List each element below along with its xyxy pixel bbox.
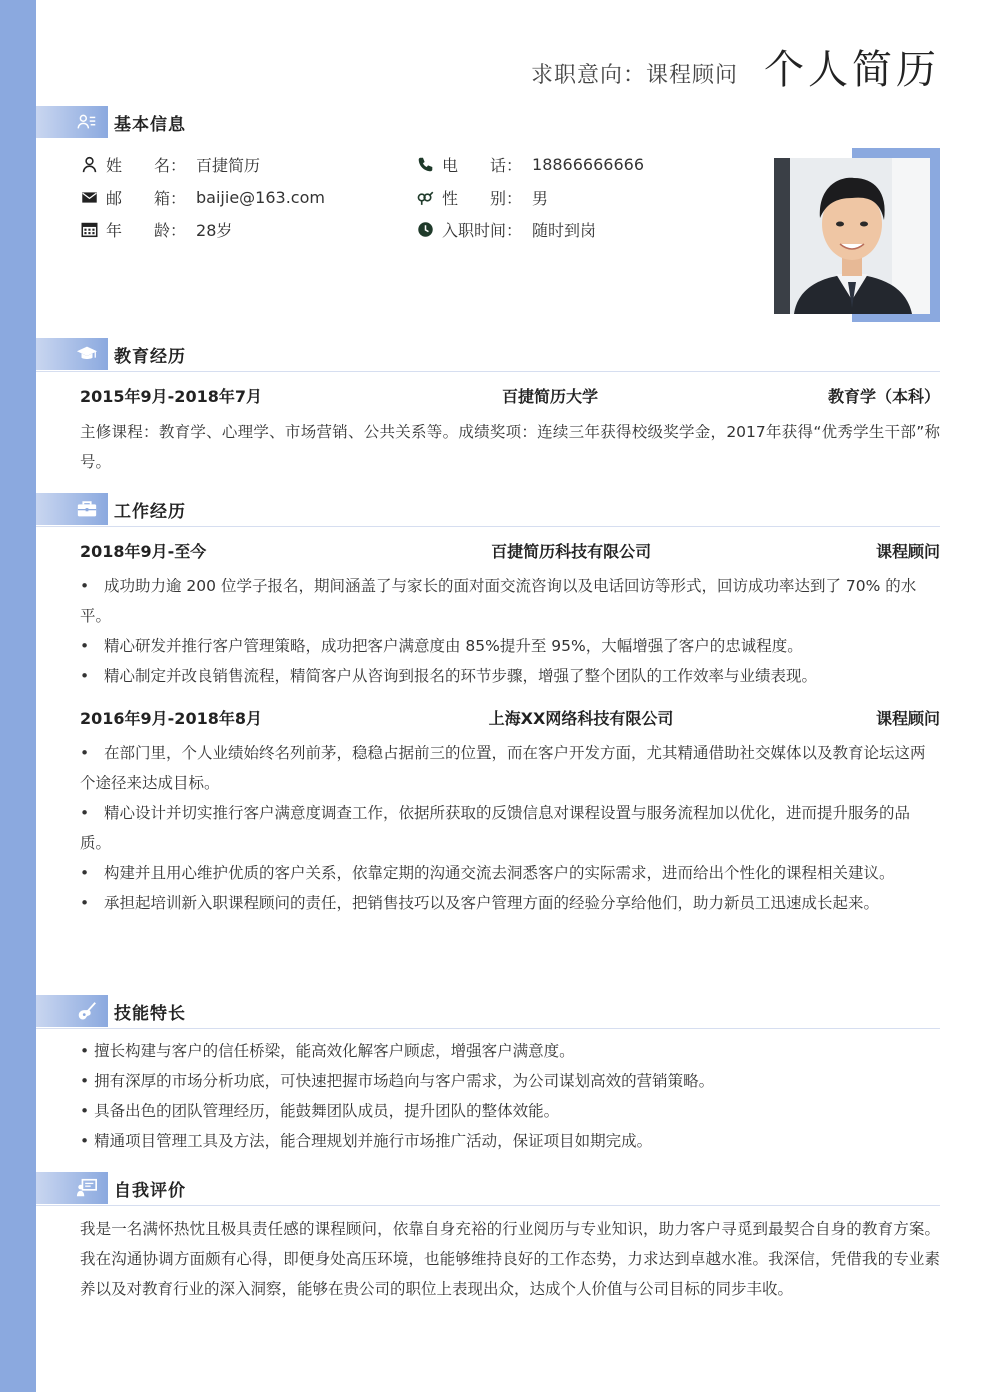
clock-icon <box>416 221 434 239</box>
work-1-period: 2018年9月-至今 <box>80 542 207 561</box>
work-2-company: 上海XX网络科技有限公司 <box>488 709 674 728</box>
list-item: • 构建并且用心维护优质的客户关系，依靠定期的沟通交流去洞悉客户的实际需求，进而给出个性化的课程相关建议。 <box>80 864 895 882</box>
info-age: 年 龄： 28岁 <box>80 218 232 241</box>
education-header <box>80 384 940 407</box>
work-2-items <box>80 738 940 918</box>
list-item: • 成功助力逾 200 位学子报名，期间涵盖了与家长的面对面交流咨询以及电话回访等形式，回访成功率达到了 70% 的水平。 <box>80 577 917 625</box>
start-value: 随时到岗 <box>532 221 597 240</box>
gender-icon <box>416 189 434 207</box>
presentation-icon <box>76 1177 98 1199</box>
section-self-evaluation: 自我评价 <box>36 1172 940 1204</box>
education-degree: 教育学（本科） <box>827 387 940 406</box>
name-value: 百捷简历 <box>196 156 261 175</box>
section-skills: 技能特长 <box>36 995 940 1027</box>
info-email: 邮 箱： baijie@163.com <box>80 186 325 209</box>
section-title: 基本信息 <box>114 114 186 135</box>
info-phone: 电 话： 18866666666 <box>416 153 644 176</box>
info-gender: 性 别： 男 <box>416 186 548 209</box>
job-intent: 求职意向：课程顾问 <box>530 63 738 88</box>
work-2-period: 2016年9月-2018年8月 <box>80 709 262 728</box>
list-item: • 精心设计并切实推行客户满意度调查工作，依据所获取的反馈信息对课程设置与服务流程加以优化，进而提升服务的品质。 <box>80 804 911 852</box>
education-description: 主修课程：教育学、心理学、市场营销、公共关系等。成绩奖项：连续三年获得校级奖学金，2017年获得“优秀学生干部”称号。 <box>80 423 940 471</box>
left-accent-bar <box>0 0 36 1392</box>
user-list-icon <box>76 111 98 133</box>
work-1-header <box>80 539 940 562</box>
list-item: • 精心研发并推行客户管理策略，成功把客户满意度由 85%提升至 95%，大幅增强了客户的忠诚程度。 <box>80 637 803 655</box>
calendar-icon <box>80 221 98 239</box>
section-education: 教育经历 <box>36 338 940 370</box>
education-school: 百捷简历大学 <box>501 387 598 406</box>
section-basic-info <box>36 106 940 138</box>
envelope-icon <box>80 189 98 207</box>
section-tab <box>36 106 108 138</box>
list-item: • 具备出色的团队管理经历，能鼓舞团队成员，提升团队的整体效能。 <box>80 1102 560 1120</box>
resume-title: 个人简历 <box>764 47 940 93</box>
email-value: baijie@163.com <box>196 188 325 207</box>
list-item: • 拥有深厚的市场分析功底，可快速把握市场趋向与客户需求，为公司谋划高效的营销策略。 <box>80 1072 715 1090</box>
education-period: 2015年9月-2018年7月 <box>80 387 262 406</box>
list-item: • 擅长构建与客户的信任桥梁，能高效化解客户顾虑，增强客户满意度。 <box>80 1042 575 1060</box>
phone-value: 18866666666 <box>532 155 644 174</box>
info-name: 姓 名： 百捷简历 <box>80 153 260 176</box>
profile-photo <box>774 158 930 314</box>
work-1-items <box>80 571 940 691</box>
self-evaluation-text: 我是一名满怀热忱且极具责任感的课程顾问，依靠自身充裕的行业阅历与专业知识，助力客户寻觅到最契合自身的教育方案。我在沟通协调方面颇有心得，即便身处高压环境，也能够维持良好的工作态势，力求达到卓越水准。我深信，凭借我的专业素养以及对教育行业的深入洞察，能够在贵公司的职位上表现出众，达成个人价值与公司目标的同步丰收。 <box>80 1220 940 1298</box>
person-icon <box>80 156 98 174</box>
list-item: • 精通项目管理工具及方法，能合理规划并施行市场推广活动，保证项目如期完成。 <box>80 1132 653 1150</box>
gender-value: 男 <box>532 189 549 208</box>
guitar-icon <box>76 1000 98 1022</box>
phone-icon <box>416 156 434 174</box>
work-2-header <box>80 706 940 729</box>
work-2-role: 课程顾问 <box>875 709 940 728</box>
list-item: • 精心制定并改良销售流程，精简客户从咨询到报名的环节步骤，增强了整个团队的工作效率与业绩表现。 <box>80 667 818 685</box>
work-1-role: 课程顾问 <box>875 542 940 561</box>
skills-list <box>80 1036 940 1156</box>
graduation-cap-icon <box>76 343 98 365</box>
age-value: 28岁 <box>196 221 233 240</box>
page-header <box>531 38 940 95</box>
briefcase-icon <box>76 498 98 520</box>
work-1-company: 百捷简历科技有限公司 <box>491 542 652 561</box>
list-item: • 在部门里，个人业绩始终名列前茅，稳稳占据前三的位置，而在客户开发方面，尤其精通借助社交媒体以及教育论坛这两个途径来达成目标。 <box>80 744 926 792</box>
info-start-date: 入职时间： 随时到岗 <box>416 218 596 241</box>
list-item: • 承担起培训新入职课程顾问的责任，把销售技巧以及客户管理方面的经验分享给他们，助力新员工迅速成长起来。 <box>80 894 880 912</box>
section-work: 工作经历 <box>36 493 940 525</box>
